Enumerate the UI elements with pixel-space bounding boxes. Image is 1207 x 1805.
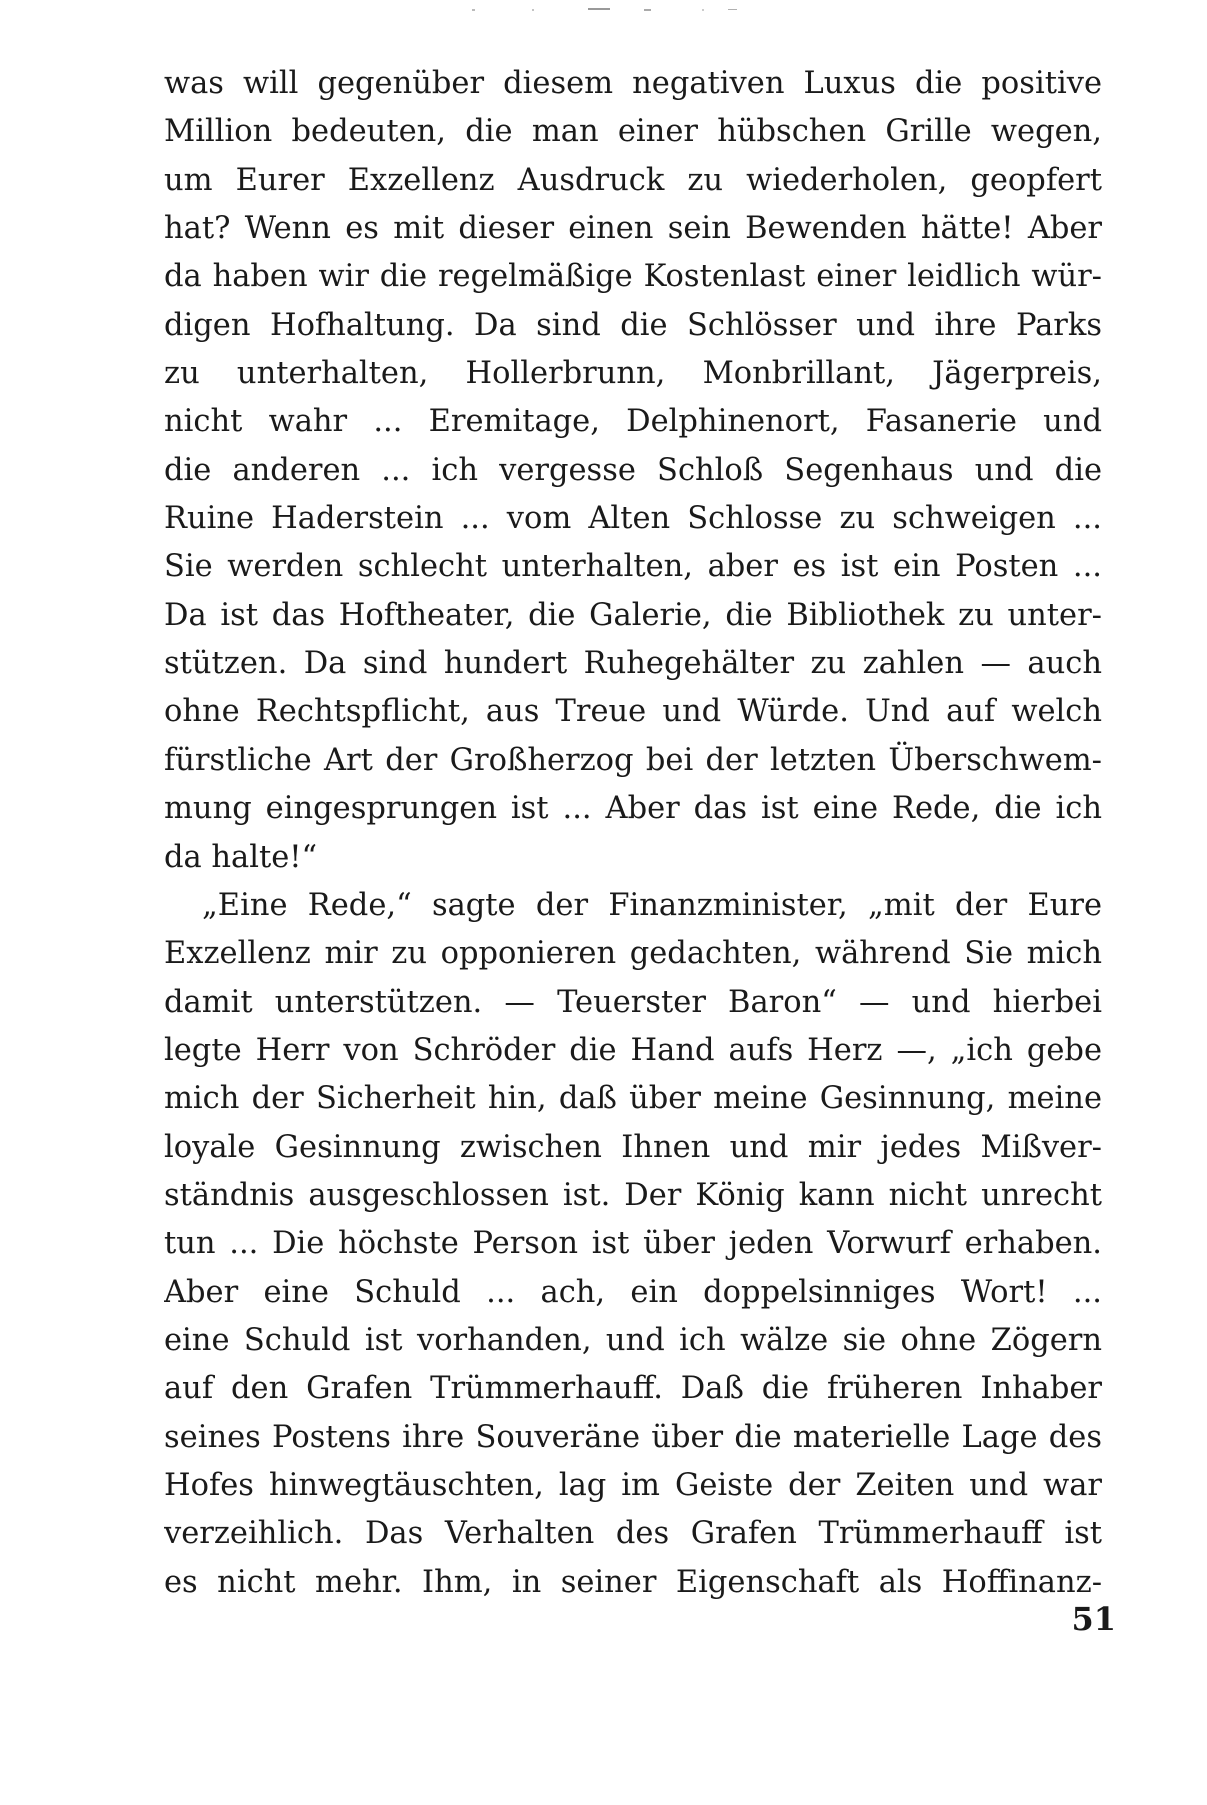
text-line: stützen. Da sind hundert Ruhegehälter zu zahlen — auch xyxy=(164,646,1102,682)
text-line: was will gegenüber diesem negativen Luxus die positive xyxy=(164,66,1102,101)
text-line: mung eingesprungen ist ... Aber das ist eine Rede, die ich xyxy=(164,791,1102,827)
text-line: Exzellenz mir zu opponieren gedachten, während Sie mich xyxy=(164,936,1102,972)
paragraph-start-line: „Eine Rede,“ sagte der Finanzminister, „mit der Eure xyxy=(202,887,1102,923)
text-line: seines Postens ihre Souveräne über die materielle Lage des xyxy=(164,1419,1102,1455)
text-line: fürstliche Art der Großherzog bei der letzten Überschwem- xyxy=(164,742,1102,778)
text-line: tun ... Die höchste Person ist über jeden Vorwurf erhaben. xyxy=(164,1226,1102,1262)
text-line: da haben wir die regelmäßige Kostenlast einer leidlich wür- xyxy=(164,259,1102,295)
text-line: hat? Wenn es mit dieser einen sein Bewenden hätte! Aber xyxy=(164,211,1102,247)
text-line: verzeihlich. Das Verhalten des Grafen Trümmerhauff ist xyxy=(164,1516,1102,1552)
text-line: nicht wahr ... Eremitage, Delphinenort, Fasanerie und xyxy=(164,404,1102,440)
text-line: loyale Gesinnung zwischen Ihnen und mir jedes Mißver- xyxy=(164,1129,1102,1165)
text-line: Million bedeuten, die man einer hübschen Grille wegen, xyxy=(164,114,1102,150)
text-line: legte Herr von Schröder die Hand aufs Herz —, „ich gebe xyxy=(164,1032,1102,1068)
text-line: damit unterstützen. — Teuerster Baron“ — und hierbei xyxy=(164,984,1102,1020)
body-text xyxy=(164,60,1102,1607)
text-line: Hofes hinwegtäuschten, lag im Geiste der Zeiten und war xyxy=(164,1467,1102,1503)
text-line: ohne Rechtspflicht, aus Treue und Würde. Und auf welch xyxy=(164,694,1102,730)
text-line: auf den Grafen Trümmerhauff. Daß die früheren Inhaber xyxy=(164,1371,1102,1407)
text-line: um Eurer Exzellenz Ausdruck zu wiederholen, geopfert xyxy=(164,162,1102,198)
text-line: ständnis ausgeschlossen ist. Der König kann nicht unrecht xyxy=(164,1177,1102,1213)
text-line: digen Hofhaltung. Da sind die Schlösser und ihre Parks xyxy=(164,307,1102,343)
text-line: die anderen ... ich vergesse Schloß Segenhaus und die xyxy=(164,452,1102,488)
paragraph-end-line: da halte!“ xyxy=(164,839,318,875)
text-line: Aber eine Schuld ... ach, ein doppelsinniges Wort! ... xyxy=(164,1274,1102,1310)
text-line: es nicht mehr. Ihm, in seiner Eigenschaft als Hoffinanz- xyxy=(164,1564,1102,1600)
page-number: 51 xyxy=(1071,1600,1116,1638)
text-line: Ruine Haderstein ... vom Alten Schlosse zu schweigen ... xyxy=(164,501,1102,537)
text-line: Da ist das Hoftheater, die Galerie, die Bibliothek zu unter- xyxy=(164,597,1102,633)
text-line: eine Schuld ist vorhanden, und ich wälze sie ohne Zögern xyxy=(164,1322,1102,1358)
text-line: Sie werden schlecht unterhalten, aber es ist ein Posten ... xyxy=(164,549,1102,585)
text-line: mich der Sicherheit hin, daß über meine Gesinnung, meine xyxy=(164,1081,1102,1117)
text-line: zu unterhalten, Hollerbrunn, Monbrillant, Jägerpreis, xyxy=(164,356,1102,392)
top-edge-marks xyxy=(470,6,830,14)
